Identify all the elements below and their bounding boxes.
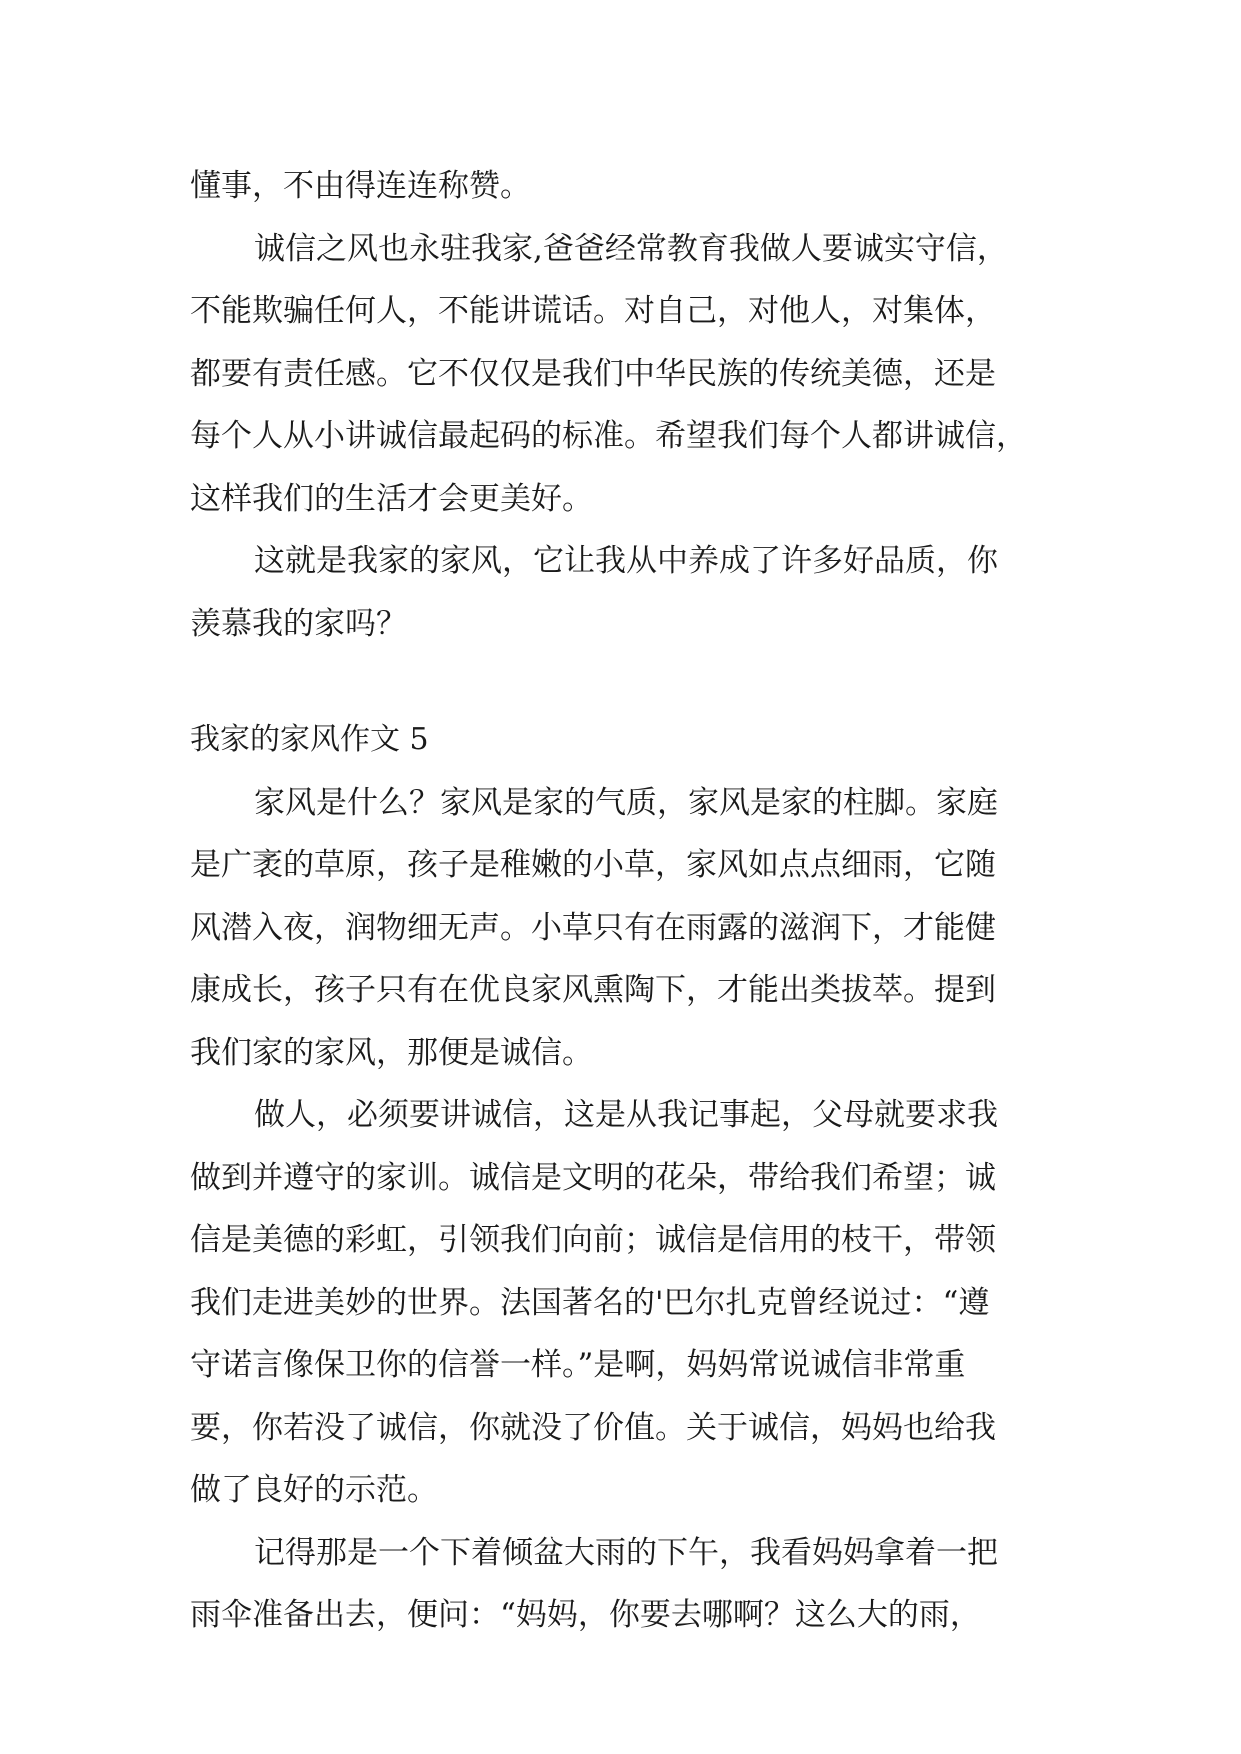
text-line: 我们家的家风，那便是诚信。 bbox=[190, 1035, 593, 1071]
paragraph-first-line: 记得那是一个下着倾盆大雨的下午，我看妈妈拿着一把 bbox=[254, 1535, 998, 1571]
text-line: 做了良好的示范。 bbox=[190, 1472, 438, 1508]
text-line: 信是美德的彩虹，引领我们向前；诚信是信用的枝干，带领 bbox=[190, 1222, 996, 1258]
text-line: 雨伞准备出去，便问：“妈妈，你要去哪啊？这么大的雨， bbox=[190, 1597, 981, 1633]
paragraph-first-line: 做人，必须要讲诚信，这是从我记事起，父母就要求我 bbox=[254, 1097, 998, 1133]
text-line: 要，你若没了诚信，你就没了价值。关于诚信，妈妈也给我 bbox=[190, 1410, 996, 1446]
text-line: 做到并遵守的家训。诚信是文明的花朵，带给我们希望；诚 bbox=[190, 1160, 996, 1196]
text-line: 都要有责任感。它不仅仅是我们中华民族的传统美德，还是 bbox=[190, 356, 996, 392]
text-line: 是广袤的草原，孩子是稚嫩的小草，家风如点点细雨，它随 bbox=[190, 847, 996, 883]
text-line: 不能欺骗任何人，不能讲谎话。对自己，对他人，对集体， bbox=[190, 293, 996, 329]
text-line: 守诺言像保卫你的信誉一样。”是啊，妈妈常说诚信非常重 bbox=[190, 1347, 966, 1383]
text-line: 羡慕我的家吗？ bbox=[190, 606, 407, 642]
paragraph-first-line: 这就是我家的家风，它让我从中养成了许多好品质，你 bbox=[254, 543, 998, 579]
text-line: 我们走进美妙的世界。法国著名的'巴尔扎克曾经说过：“遵 bbox=[190, 1285, 990, 1321]
section-heading: 我家的家风作文 5 bbox=[190, 722, 429, 757]
text-line: 懂事，不由得连连称赞。 bbox=[190, 168, 531, 204]
paragraph-first-line: 诚信之风也永驻我家,爸爸经常教育我做人要诚实守信， bbox=[254, 231, 1008, 267]
paragraph-first-line: 家风是什么？家风是家的气质，家风是家的柱脚。家庭 bbox=[254, 785, 998, 821]
text-line: 每个人从小讲诚信最起码的标准。希望我们每个人都讲诚信， bbox=[190, 418, 1027, 454]
text-line: 风潜入夜，润物细无声。小草只有在雨露的滋润下，才能健 bbox=[190, 910, 996, 946]
text-line: 这样我们的生活才会更美好。 bbox=[190, 481, 593, 517]
text-line: 康成长，孩子只有在优良家风熏陶下，才能出类拔萃。提到 bbox=[190, 972, 996, 1008]
